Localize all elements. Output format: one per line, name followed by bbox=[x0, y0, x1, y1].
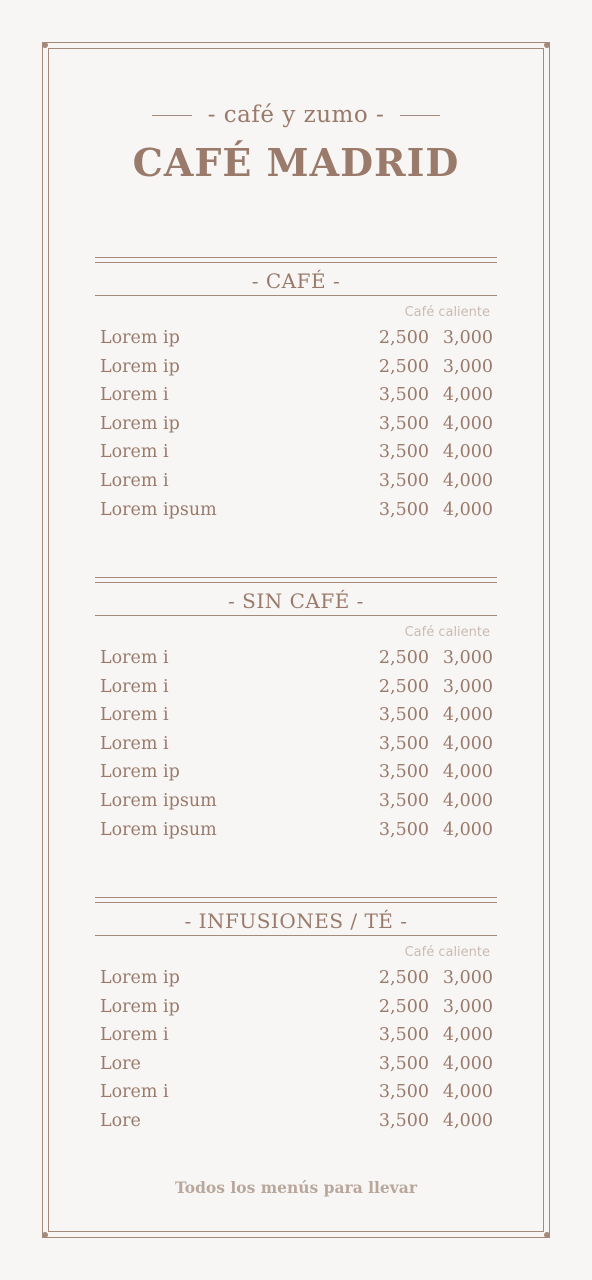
section-rule-bottom bbox=[95, 615, 497, 616]
section-title: - INFUSIONES / TÉ - bbox=[184, 909, 408, 933]
menu-item-name: Lorem ipsum bbox=[100, 819, 217, 840]
menu-item-name: Lorem i bbox=[100, 648, 169, 668]
menu-item-price-large: 4,000 bbox=[442, 499, 493, 520]
menu-item-price-large: 4,000 bbox=[442, 705, 493, 726]
subtitle-rule-right bbox=[400, 115, 440, 116]
menu-item-name: Lore bbox=[100, 1110, 141, 1131]
corner-ornament-bottom-left bbox=[42, 1232, 48, 1238]
menu-item bbox=[95, 328, 497, 357]
section-rule-top bbox=[95, 577, 497, 578]
menu-title: CAFÉ MADRID bbox=[132, 140, 460, 185]
menu-item bbox=[95, 471, 497, 500]
menu-item-price-small: 2,500 bbox=[378, 328, 429, 348]
menu-subtitle: - café y zumo - bbox=[207, 102, 385, 128]
menu-item-list bbox=[95, 648, 497, 848]
menu-item-price-large: 4,000 bbox=[442, 470, 493, 491]
menu-item-price-small: 3,500 bbox=[378, 1025, 429, 1046]
section-rule-top-inner bbox=[95, 582, 497, 583]
menu-item-price-large: 3,000 bbox=[442, 328, 493, 348]
menu-item-price-large: 4,000 bbox=[442, 1025, 493, 1046]
menu-item-name: Lorem i bbox=[100, 1025, 169, 1046]
menu-footer: Todos los menús para llevar bbox=[174, 1178, 417, 1197]
menu-item-price-small: 3,500 bbox=[378, 1082, 429, 1103]
menu-item-name: Lorem i bbox=[100, 442, 169, 463]
menu-item-price-small: 3,500 bbox=[378, 819, 429, 840]
menu-item-name: Lorem ip bbox=[100, 356, 180, 377]
corner-ornament-top-right bbox=[544, 42, 550, 48]
menu-item-price-large: 4,000 bbox=[442, 819, 493, 840]
corner-ornament-bottom-right bbox=[544, 1232, 550, 1238]
menu-item-price-small: 2,500 bbox=[378, 676, 429, 697]
menu-item-price-small: 3,500 bbox=[378, 442, 429, 463]
menu-item-price-small: 3,500 bbox=[378, 762, 429, 783]
menu-item-price-small: 3,500 bbox=[378, 470, 429, 491]
menu-item-price-small: 3,500 bbox=[378, 733, 429, 754]
menu-item bbox=[95, 705, 497, 734]
menu-item bbox=[95, 1082, 497, 1111]
menu-item-price-small: 3,500 bbox=[378, 1110, 429, 1131]
subtitle-rule-left bbox=[152, 115, 192, 116]
menu-item-price-large: 4,000 bbox=[442, 1053, 493, 1074]
menu-item-list bbox=[95, 968, 497, 1140]
menu-item bbox=[95, 791, 497, 820]
menu-item-name: Lorem ip bbox=[100, 996, 180, 1017]
menu-item-price-large: 3,000 bbox=[442, 968, 493, 988]
menu-item-name: Lore bbox=[100, 1053, 141, 1074]
menu-item-price-small: 3,500 bbox=[378, 1053, 429, 1074]
menu-item bbox=[95, 500, 497, 529]
menu-item-name: Lorem i bbox=[100, 733, 169, 754]
column-header: Café caliente bbox=[404, 625, 490, 640]
column-header: Café caliente bbox=[404, 945, 490, 960]
section-rule-top-inner bbox=[95, 262, 497, 263]
menu-item bbox=[95, 414, 497, 443]
section-rule-bottom bbox=[95, 295, 497, 296]
menu-item bbox=[95, 997, 497, 1026]
menu-item bbox=[95, 1054, 497, 1083]
menu-item-price-large: 4,000 bbox=[442, 762, 493, 783]
section-title: - CAFÉ - bbox=[251, 269, 341, 293]
menu-item bbox=[95, 968, 497, 997]
menu-item bbox=[95, 1111, 497, 1140]
menu-item-name: Lorem i bbox=[100, 1082, 169, 1103]
menu-item-price-large: 4,000 bbox=[442, 385, 493, 406]
section-rule-top-inner bbox=[95, 902, 497, 903]
menu-item-name: Lorem i bbox=[100, 385, 169, 406]
section-title: - SIN CAFÉ - bbox=[228, 589, 364, 613]
menu-item-price-large: 4,000 bbox=[442, 1082, 493, 1103]
menu-item-price-small: 3,500 bbox=[378, 413, 429, 434]
menu-item-name: Lorem ipsum bbox=[100, 790, 217, 811]
menu-item bbox=[95, 677, 497, 706]
menu-item bbox=[95, 442, 497, 471]
menu-item bbox=[95, 734, 497, 763]
menu-item-price-small: 3,500 bbox=[378, 385, 429, 406]
menu-item-price-small: 2,500 bbox=[378, 648, 429, 668]
menu-item-name: Lorem i bbox=[100, 705, 169, 726]
menu-item-list bbox=[95, 328, 497, 528]
menu-section bbox=[95, 257, 497, 520]
menu-item bbox=[95, 762, 497, 791]
menu-item-price-large: 4,000 bbox=[442, 1110, 493, 1131]
menu-item-price-large: 3,000 bbox=[442, 996, 493, 1017]
menu-subtitle-row bbox=[0, 100, 592, 130]
column-header: Café caliente bbox=[404, 305, 490, 320]
menu-item-name: Lorem ip bbox=[100, 328, 180, 348]
menu-section bbox=[95, 897, 497, 1157]
menu-item-price-large: 3,000 bbox=[442, 356, 493, 377]
corner-ornament-top-left bbox=[42, 42, 48, 48]
menu-item-price-large: 4,000 bbox=[442, 442, 493, 463]
menu-item-price-large: 4,000 bbox=[442, 413, 493, 434]
menu-item bbox=[95, 820, 497, 849]
menu-item-price-small: 2,500 bbox=[378, 968, 429, 988]
menu-item-price-large: 4,000 bbox=[442, 790, 493, 811]
section-rule-bottom bbox=[95, 935, 497, 936]
menu-item-price-small: 3,500 bbox=[378, 790, 429, 811]
menu-item bbox=[95, 648, 497, 677]
menu-item-name: Lorem ip bbox=[100, 968, 180, 988]
menu-item-price-small: 2,500 bbox=[378, 356, 429, 377]
menu-item bbox=[95, 1025, 497, 1054]
menu-item-price-small: 3,500 bbox=[378, 499, 429, 520]
menu-item-price-small: 2,500 bbox=[378, 996, 429, 1017]
menu-item-name: Lorem ipsum bbox=[100, 499, 217, 520]
menu-item-price-small: 3,500 bbox=[378, 705, 429, 726]
menu-item-price-large: 4,000 bbox=[442, 733, 493, 754]
menu-item-name: Lorem i bbox=[100, 470, 169, 491]
menu-section bbox=[95, 577, 497, 840]
menu-item bbox=[95, 357, 497, 386]
menu-item-name: Lorem i bbox=[100, 676, 169, 697]
menu-item-price-large: 3,000 bbox=[442, 648, 493, 668]
section-rule-top bbox=[95, 897, 497, 898]
menu-item-name: Lorem ip bbox=[100, 762, 180, 783]
menu-item bbox=[95, 385, 497, 414]
menu-item-price-large: 3,000 bbox=[442, 676, 493, 697]
section-rule-top bbox=[95, 257, 497, 258]
menu-item-name: Lorem ip bbox=[100, 413, 180, 434]
